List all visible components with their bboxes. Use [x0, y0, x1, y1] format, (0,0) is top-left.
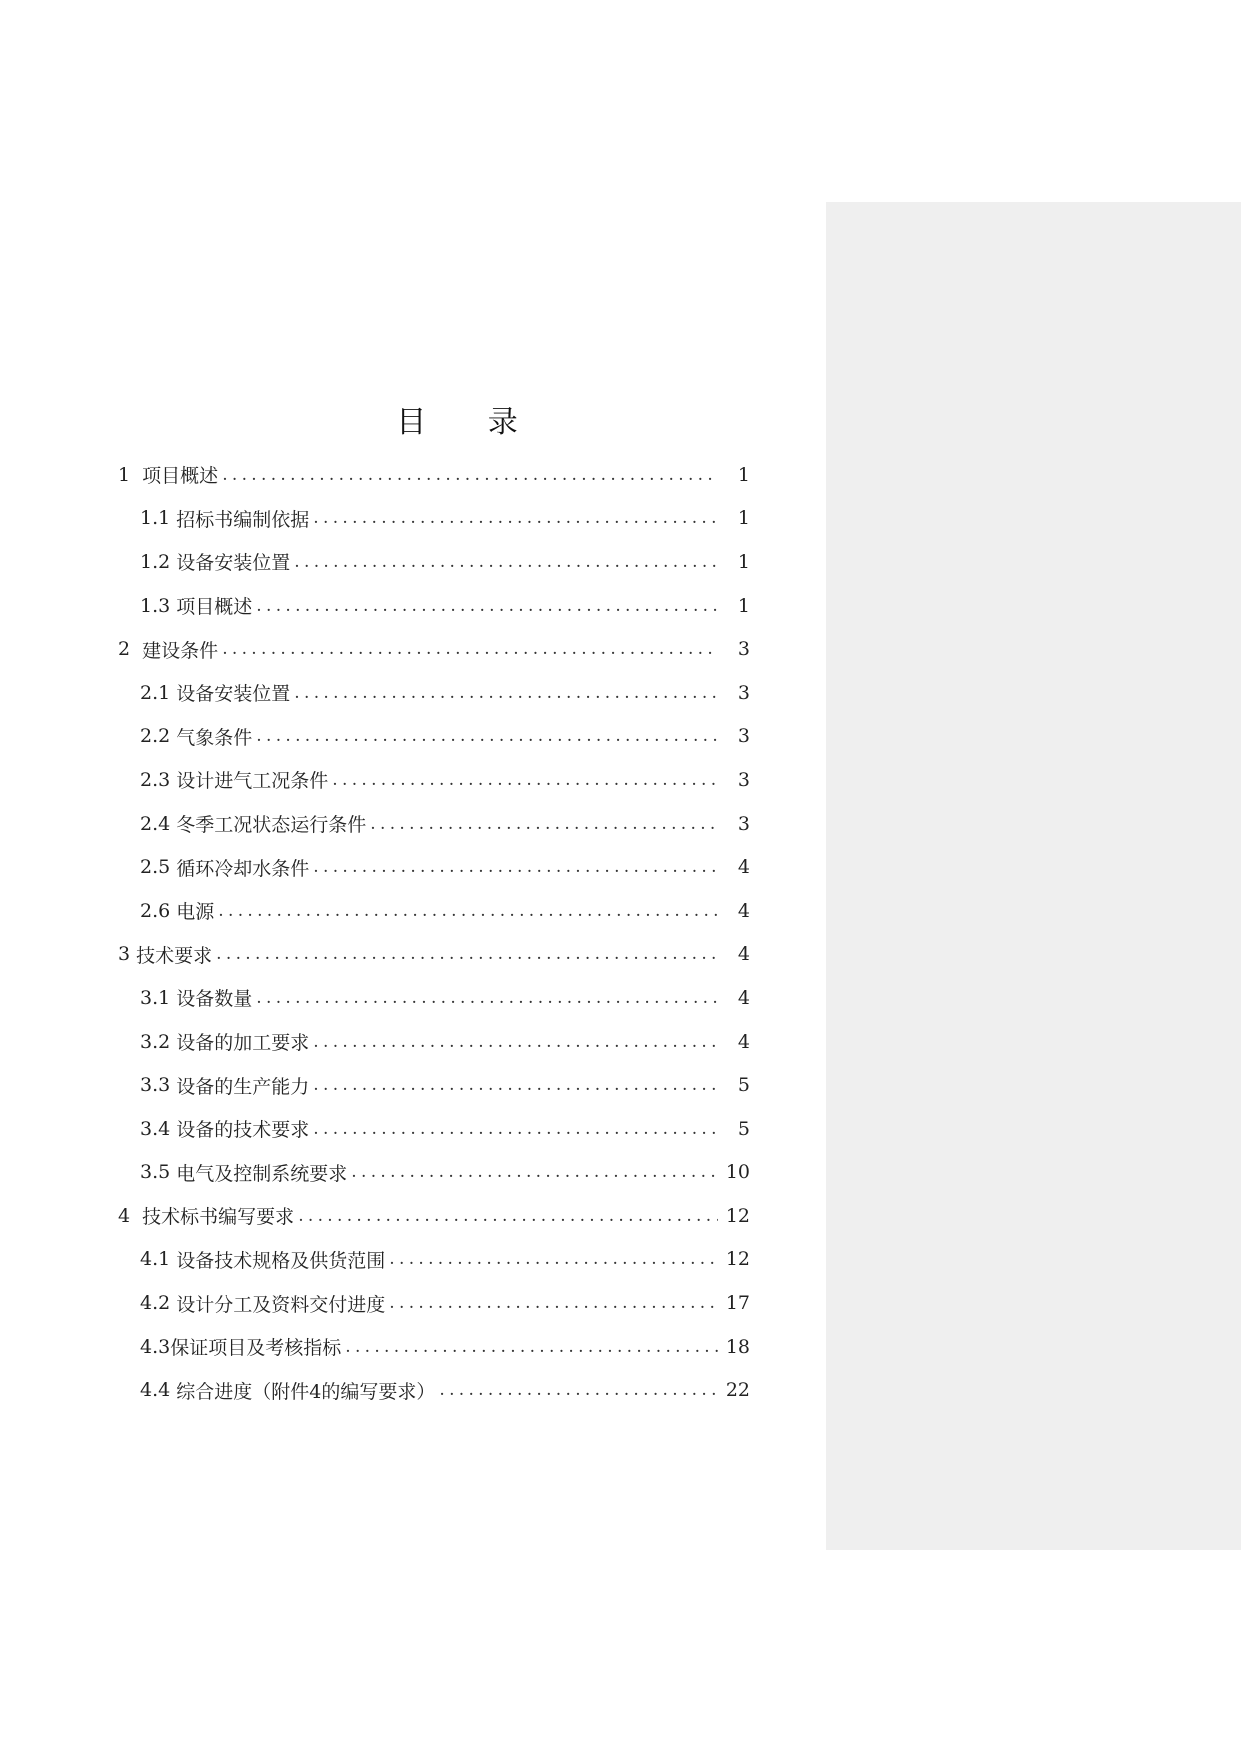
toc-entry-page: 4: [737, 986, 750, 1009]
toc-entry-number: 3.4: [140, 1117, 177, 1140]
toc-entry-page: 22: [725, 1379, 750, 1402]
toc-dot-leader: [294, 552, 718, 572]
toc-entry-page: 1: [737, 507, 750, 530]
toc-entry-title: 招标书编制依据: [176, 508, 310, 531]
toc-entry-page: 3: [737, 768, 750, 791]
toc-entry-number: 3.5: [140, 1161, 177, 1184]
toc-entry-title: 设计分工及资料交付进度: [176, 1293, 386, 1316]
toc-entry-page: 12: [725, 1248, 750, 1271]
toc-entry-page: 1: [737, 463, 750, 486]
toc-entry-title: 电源: [176, 901, 215, 924]
toc-entry-page: 3: [737, 638, 750, 661]
toc-entry-page: 4: [737, 899, 750, 922]
toc-entry-title: 设备的技术要求: [176, 1119, 310, 1142]
toc-dot-leader: [256, 596, 718, 616]
toc-entry[interactable]: [0, 1281, 760, 1325]
toc-entry-number: 2.1: [140, 681, 177, 704]
toc-entry[interactable]: [0, 1368, 760, 1412]
toc-entry[interactable]: [0, 715, 760, 759]
toc-entry-page: 5: [737, 1074, 750, 1097]
toc-dot-leader: [439, 1380, 718, 1400]
toc-dot-leader: [216, 944, 718, 964]
toc-entry[interactable]: [0, 1151, 760, 1195]
toc-dot-leader: [294, 683, 718, 703]
toc-dot-leader: [332, 770, 718, 790]
toc-dot-leader: [313, 508, 718, 528]
toc-entry-number: 3.3: [140, 1074, 177, 1097]
toc-entry[interactable]: [0, 1020, 760, 1064]
toc-entry-title: 设备的加工要求: [176, 1032, 310, 1055]
toc-entry-number: 3.1: [140, 986, 177, 1009]
toc-title: 目 录: [396, 405, 544, 440]
toc-entry-page: 18: [725, 1335, 750, 1358]
toc-entry-page: 17: [725, 1292, 750, 1315]
toc-entry[interactable]: [0, 933, 760, 977]
toc-entry-title: 设计进气工况条件: [176, 770, 329, 793]
toc-entry[interactable]: [0, 540, 760, 584]
toc-entry-title: 电气及控制系统要求: [176, 1162, 348, 1185]
toc-entry-page: 3: [737, 681, 750, 704]
toc-entry-number: 3.2: [140, 1030, 177, 1053]
toc-dot-leader: [313, 1032, 718, 1052]
toc-entry-number: 1.3: [140, 594, 177, 617]
toc-entry-page: 4: [737, 1030, 750, 1053]
toc-entry-number: 3: [118, 943, 137, 966]
toc-dot-leader: [313, 1075, 718, 1095]
toc-entry-title: 项目概述: [142, 465, 219, 488]
toc-entry-title: 设备安装位置: [176, 683, 291, 706]
toc-entry-number: 2.3: [140, 768, 177, 791]
toc-entry-title: 建设条件: [142, 639, 219, 662]
toc-entry-title: 冬季工况状态运行条件: [176, 814, 367, 837]
toc-entry[interactable]: [0, 453, 760, 497]
toc-dot-leader: [313, 857, 718, 877]
toc-entry-number: 4.3: [140, 1335, 171, 1358]
toc-entry-page: 1: [737, 550, 750, 573]
toc-entry-number: 4.4: [140, 1379, 177, 1402]
toc-entry-number: 2.2: [140, 725, 177, 748]
toc-entry-number: 2.6: [140, 899, 177, 922]
toc-entry-number: 1.1: [140, 507, 177, 530]
toc-entry-title: 技术要求: [136, 944, 213, 967]
toc-entry-number: 4: [118, 1204, 143, 1227]
toc-dot-leader: [218, 901, 718, 921]
toc-entry[interactable]: [0, 889, 760, 933]
toc-entry-title: 项目概述: [176, 596, 253, 619]
toc-entry-page: 4: [737, 943, 750, 966]
toc-entry-title: 循环冷却水条件: [176, 857, 310, 880]
toc-entry-number: 2.4: [140, 812, 177, 835]
toc-entry[interactable]: [0, 1325, 760, 1369]
toc-dot-leader: [370, 814, 718, 834]
toc-dot-leader: [256, 988, 718, 1008]
toc-entry-page: 4: [737, 856, 750, 879]
toc-list: [0, 453, 760, 1412]
toc-entry[interactable]: [0, 1194, 760, 1238]
toc-entry-number: 4.2: [140, 1292, 177, 1315]
toc-entry[interactable]: [0, 802, 760, 846]
toc-dot-leader: [389, 1249, 718, 1269]
toc-entry[interactable]: [0, 758, 760, 802]
toc-entry-title: 技术标书编写要求: [142, 1206, 295, 1229]
toc-entry-title: 综合进度（附件4的编写要求）: [176, 1380, 436, 1403]
toc-entry[interactable]: [0, 584, 760, 628]
toc-entry-page: 3: [737, 812, 750, 835]
toc-entry-title: 设备数量: [176, 988, 253, 1011]
toc-entry[interactable]: [0, 627, 760, 671]
toc-entry-number: 2: [118, 638, 143, 661]
toc-entry-page: 10: [725, 1161, 750, 1184]
toc-entry-title: 设备技术规格及供货范围: [176, 1249, 386, 1272]
toc-entry-title: 设备的生产能力: [176, 1075, 310, 1098]
toc-entry-number: 2.5: [140, 856, 177, 879]
toc-dot-leader: [298, 1206, 718, 1226]
toc-dot-leader: [256, 726, 718, 746]
toc-entry-number: 1: [118, 463, 143, 486]
toc-entry-title: 设备安装位置: [176, 552, 291, 575]
toc-entry[interactable]: [0, 497, 760, 541]
toc-dot-leader: [222, 465, 718, 485]
toc-dot-leader: [351, 1162, 718, 1182]
toc-entry[interactable]: [0, 671, 760, 715]
toc-entry-title: 气象条件: [176, 726, 253, 749]
toc-dot-leader: [345, 1337, 718, 1357]
toc-dot-leader: [222, 639, 718, 659]
toc-entry[interactable]: [0, 976, 760, 1020]
toc-entry-page: 3: [737, 725, 750, 748]
toc-dot-leader: [313, 1119, 718, 1139]
toc-entry[interactable]: [0, 845, 760, 889]
toc-entry-title: 保证项目及考核指标: [170, 1337, 342, 1360]
toc-entry[interactable]: [0, 1107, 760, 1151]
toc-entry-page: 12: [725, 1204, 750, 1227]
toc-entry[interactable]: [0, 1238, 760, 1282]
toc-entry-number: 1.2: [140, 550, 177, 573]
toc-entry-page: 1: [737, 594, 750, 617]
toc-entry[interactable]: [0, 1063, 760, 1107]
toc-entry-page: 5: [737, 1117, 750, 1140]
toc-entry-number: 4.1: [140, 1248, 177, 1271]
toc-dot-leader: [389, 1293, 718, 1313]
